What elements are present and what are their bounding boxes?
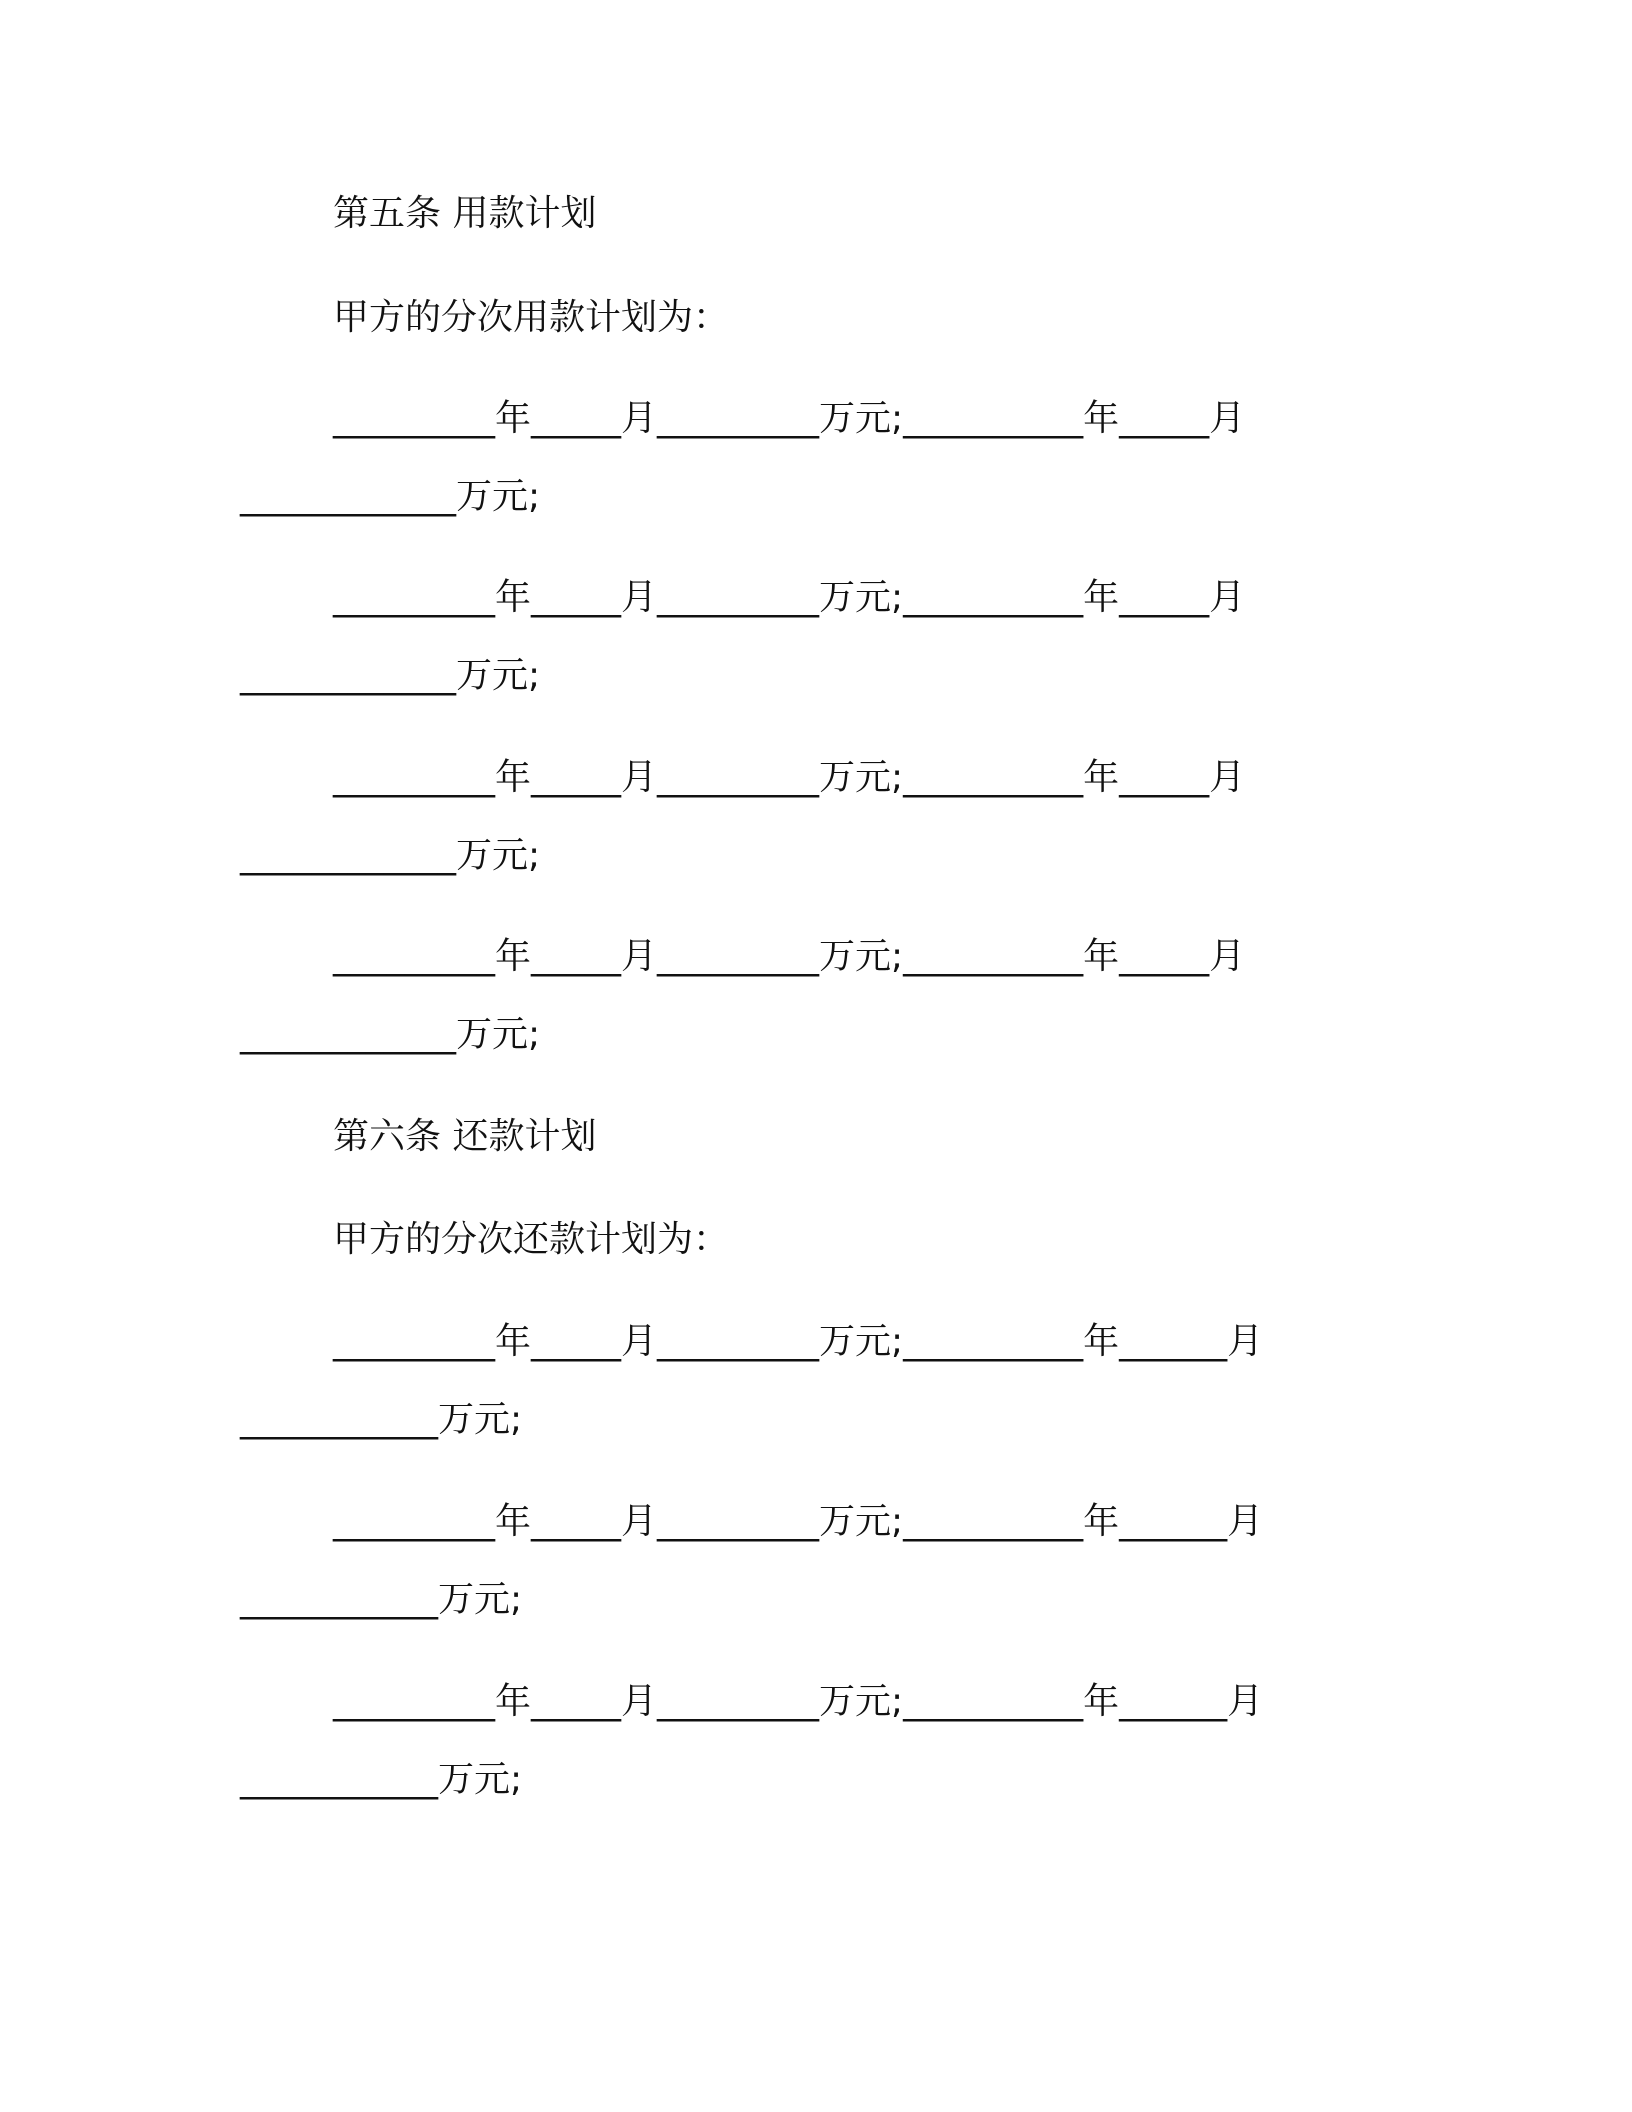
section6-heading: 第六条 还款计划 (333, 1116, 597, 1157)
section5-intro: 甲方的分次用款计划为： (333, 297, 730, 338)
section6-row1-line2: ___________万元; (240, 1399, 523, 1440)
section5-row1-line1: _________年_____月_________万元;__________年_____月 (333, 398, 1246, 439)
section6-row3-line1: _________年_____月_________万元;__________年______月 (333, 1681, 1264, 1722)
section5-heading: 第五条 用款计划 (333, 193, 597, 234)
section5-row1-line2: ____________万元; (240, 476, 541, 517)
section5-row4-line2: ____________万元; (240, 1014, 541, 1055)
section6-row3-line2: ___________万元; (240, 1759, 523, 1800)
section5-row3-line2: ____________万元; (240, 835, 541, 876)
section6-row1-line1: _________年_____月_________万元;__________年______月 (333, 1321, 1264, 1362)
section6-row2-line2: ___________万元; (240, 1579, 523, 1620)
section6-intro: 甲方的分次还款计划为： (333, 1219, 730, 1260)
section5-row4-line1: _________年_____月_________万元;__________年_____月 (333, 936, 1246, 977)
section6-row2-line1: _________年_____月_________万元;__________年______月 (333, 1501, 1264, 1542)
section5-row2-line1: _________年_____月_________万元;__________年_____月 (333, 577, 1246, 618)
section5-row3-line1: _________年_____月_________万元;__________年_____月 (333, 757, 1246, 798)
section5-row2-line2: ____________万元; (240, 655, 541, 696)
